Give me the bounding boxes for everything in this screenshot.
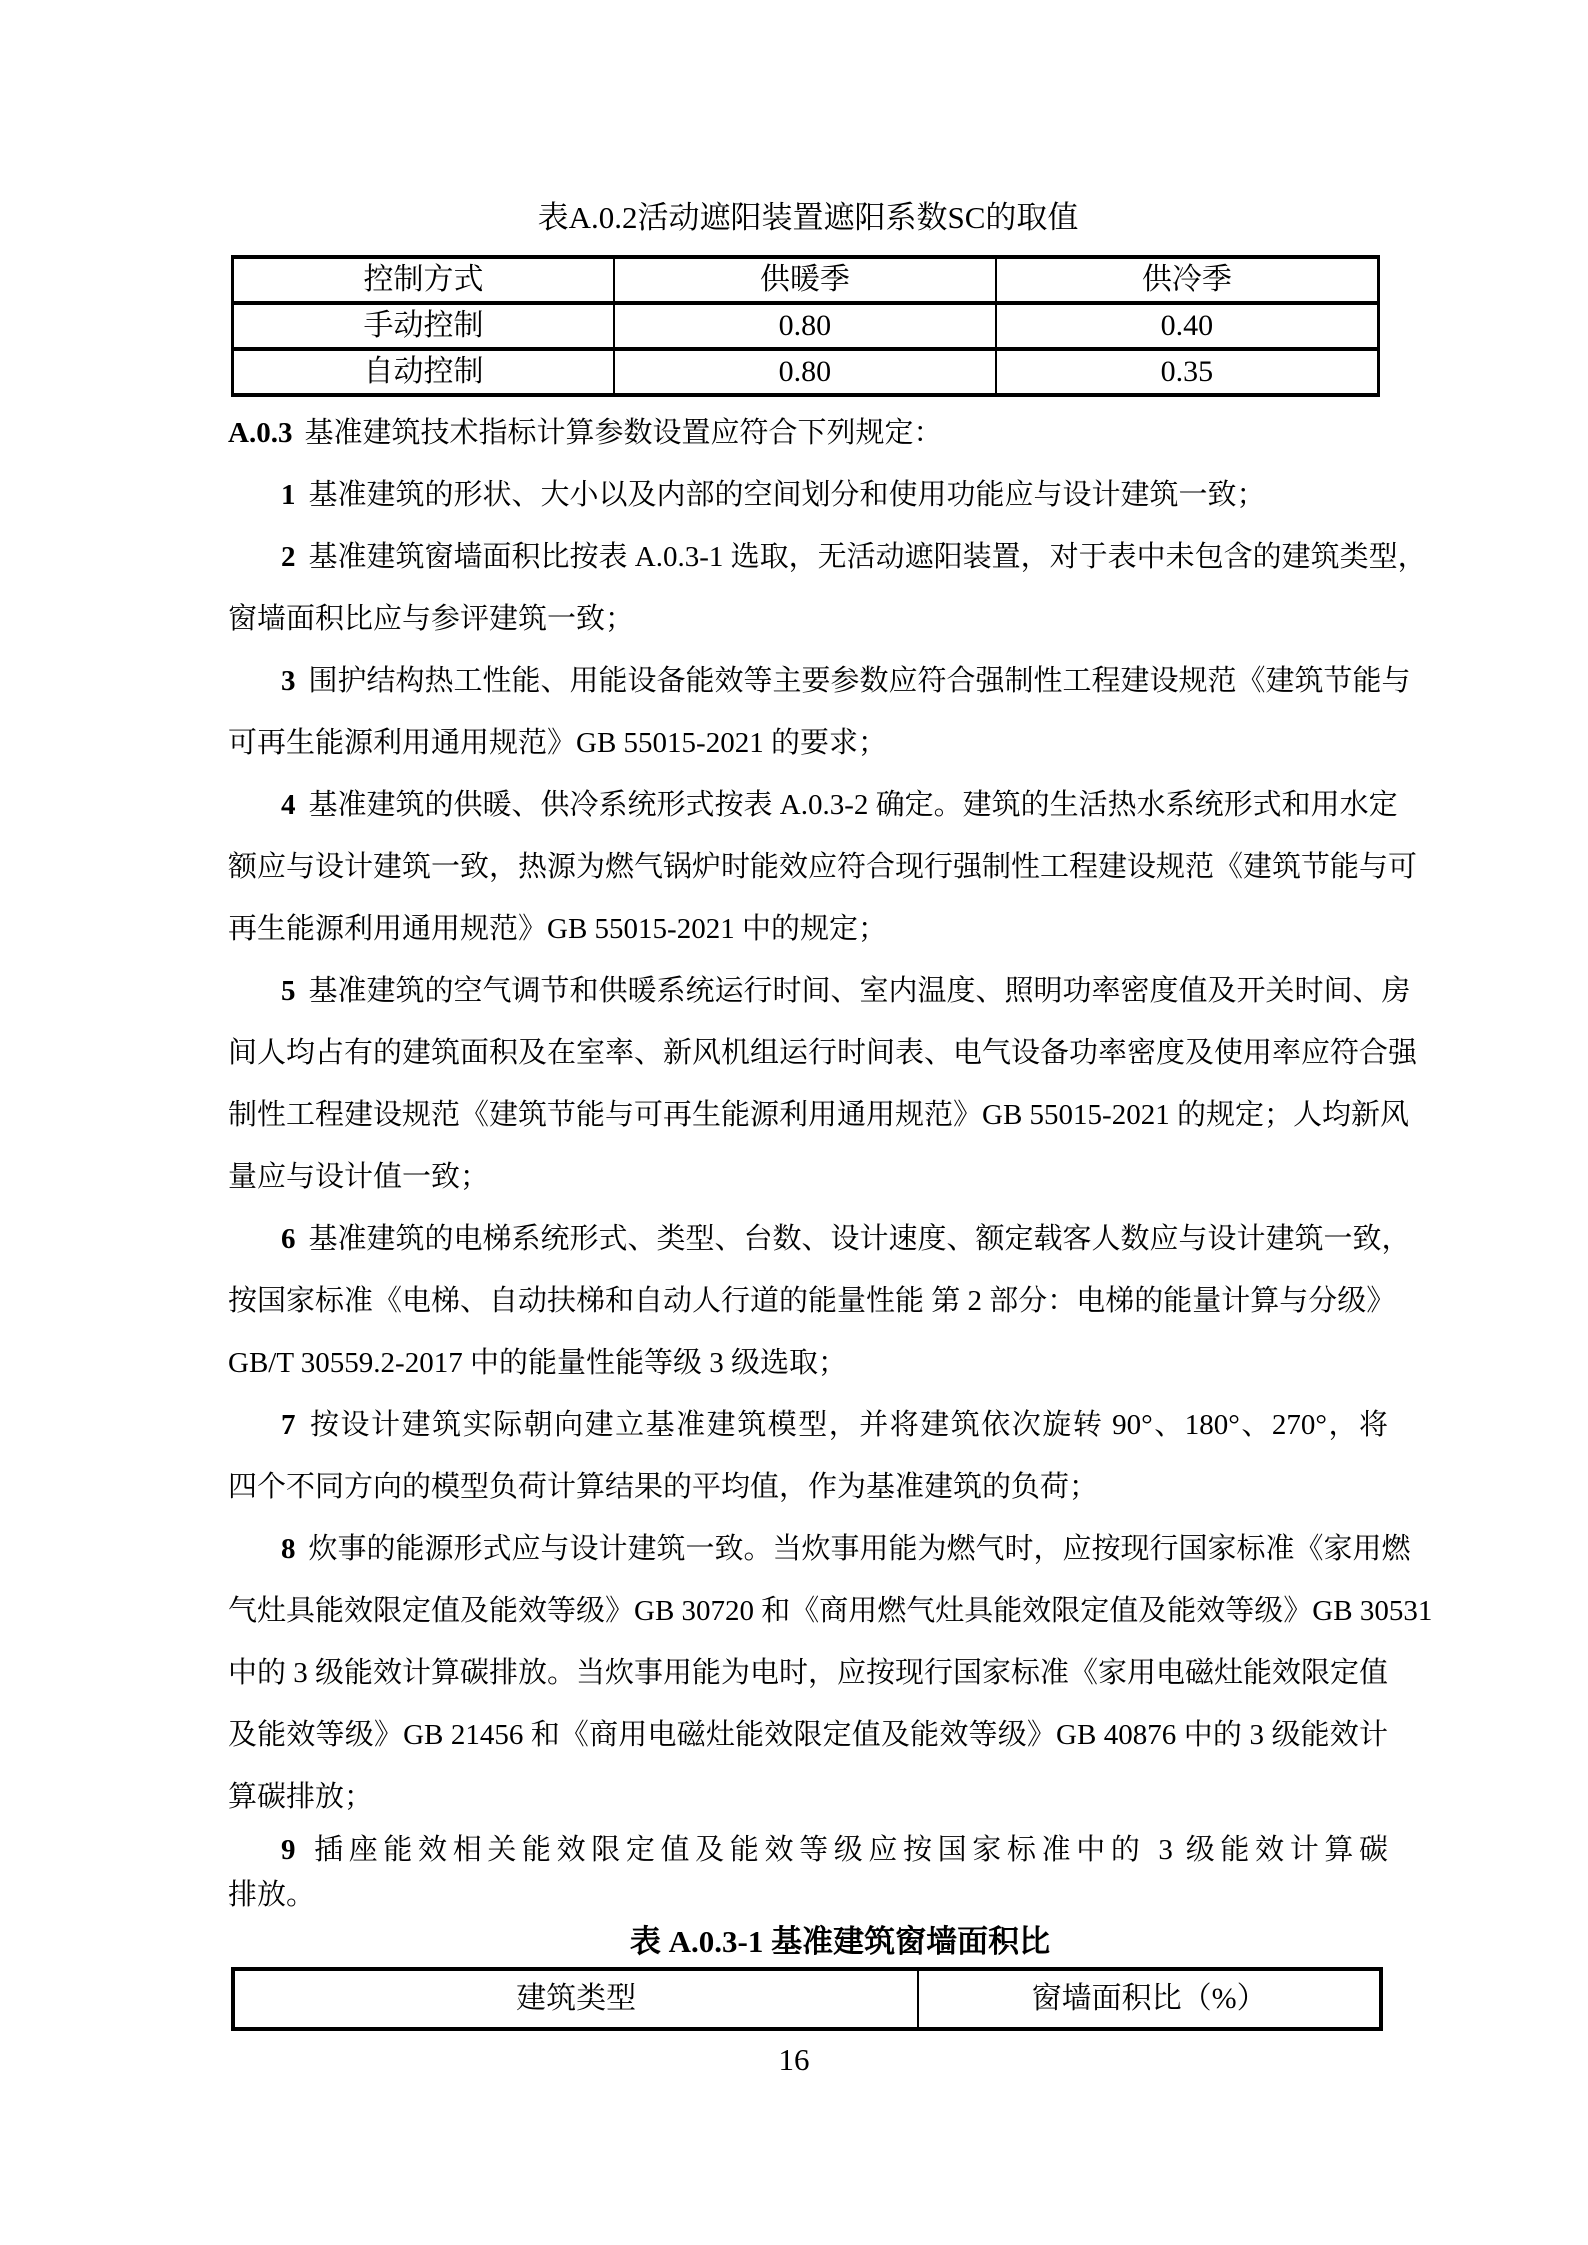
clause-item-line [228,1022,1418,1084]
item-line-text: 基准建筑的形状、大小以及内部的空间划分和使用功能应与设计建筑一致； [308,479,1266,511]
clause-a03-body [228,402,1433,1918]
clause-item-line [228,1873,1388,1918]
clause-item [228,526,1427,588]
clause-item-9 [228,1828,1388,1918]
clause-item-line [228,712,1388,774]
item-line-text: 按设计建筑实际朝向建立基准建筑模型，并将建筑依次旋转 90°、180°、270°，将 [308,1409,1388,1441]
clause-id: A.0.3 [228,417,293,449]
item-line-text: 额应与设计建筑一致，热源为燃气锅炉时能效应符合现行强制性工程建设规范《建筑节能与可 [228,851,1418,883]
clause-item-line [228,1084,1409,1146]
table-row [233,349,1379,395]
item-line-text: 制性工程建设规范《建筑节能与可再生能源利用通用规范》GB 55015-2021 的规定；人均新风 [228,1099,1409,1131]
item-line-text: 间人均占有的建筑面积及在室率、新风机组运行时间表、电气设备功率密度及使用率应符合强 [228,1037,1418,1069]
item-number: 5 [281,975,296,1007]
clause-item [228,464,1388,526]
item-line-text: 基准建筑窗墙面积比按表 A.0.3-1 选取，无活动遮阳装置，对于表中未包含的建筑类型， [308,541,1427,573]
item-number: 8 [281,1533,296,1565]
clause-item [228,650,1411,712]
shading-coefficient-table [231,255,1380,397]
item-line-text: 气灶具能效限定值及能效等级》GB 30720 和《商用燃气灶具能效限定值及能效等级》GB 30531 [228,1595,1433,1627]
clause-heading [228,402,1388,464]
table-header-cell: 窗墙面积比（%） [918,1969,1381,2029]
item-line-text: 算碳排放； [228,1781,374,1813]
table-cell: 0.80 [614,303,996,349]
clause-item [228,1208,1411,1270]
clause-item [228,1394,1388,1456]
clause-item [228,1518,1411,1580]
item-number: 3 [281,665,296,697]
item-line-text: 再生能源利用通用规范》GB 55015-2021 中的规定； [228,913,887,945]
item-number: 6 [281,1223,296,1255]
clause-item-line [228,588,1388,650]
clause-item [228,774,1398,836]
clause-item-line [228,898,1388,960]
item-line-text: 量应与设计值一致； [228,1161,490,1193]
item-number: 4 [281,789,296,821]
item-line-text: 中的 3 级能效计算碳排放。当炊事用能为电时，应按现行国家标准《家用电磁灶能效限定值 [228,1657,1389,1689]
table-cell: 0.80 [614,349,996,395]
page-number: 16 [778,2042,810,2077]
clause-item-line [228,1766,1388,1828]
clause-item-line [228,1270,1396,1332]
item-line-text: 插座能效相关能效限定值及能效等级应按国家标准中的 3 级能效计算碳 [308,1834,1388,1866]
item-number: 7 [281,1409,296,1441]
table-header-row [233,257,1379,303]
item-line-text: 可再生能源利用通用规范》GB 55015-2021 的要求； [228,727,887,759]
table-a031-title: 表 A.0.3-1 基准建筑窗墙面积比 [629,1924,1051,1959]
item-line-text: 窗墙面积比应与参评建筑一致； [228,603,635,635]
item-line-text: 围护结构热工性能、用能设备能效等主要参数应符合强制性工程建设规范《建筑节能与 [308,665,1411,697]
clause-item-line [228,1146,1388,1208]
window-wall-ratio-table [231,1967,1383,2031]
item-line-text: 基准建筑的电梯系统形式、类型、台数、设计速度、额定载客人数应与设计建筑一致， [308,1223,1411,1255]
item-number: 1 [281,479,296,511]
clause-item [228,960,1411,1022]
clause-item-line [228,1704,1388,1766]
item-line-text: 及能效等级》GB 21456 和《商用电磁灶能效限定值及能效等级》GB 40876 中的 3 级能效计 [228,1719,1388,1751]
table-header-row [233,1969,1381,2029]
table-cell: 手动控制 [233,303,615,349]
clause-item-line [228,1580,1433,1642]
table-header-cell: 供冷季 [996,257,1379,303]
item-line-text: 排放。 [228,1879,316,1911]
table-header-cell: 控制方式 [233,257,615,303]
item-line-text: 基准建筑的供暖、供冷系统形式按表 A.0.3-2 确定。建筑的生活热水系统形式和用水定 [308,789,1398,821]
clause-item-line [228,1332,1388,1394]
table-header-cell: 建筑类型 [233,1969,918,2029]
clause-intro: 基准建筑技术指标计算参数设置应符合下列规定： [304,417,943,449]
clause-item [228,1828,1388,1873]
clause-item-line [228,836,1418,898]
clause-item-line [228,1456,1388,1518]
clause-item-line [228,1642,1388,1704]
item-line-text: 按国家标准《电梯、自动扶梯和自动人行道的能量性能 第 2 部分：电梯的能量计算与分级》 [228,1285,1396,1317]
item-number: 9 [281,1834,296,1866]
item-line-text: 基准建筑的空气调节和供暖系统运行时间、室内温度、照明功率密度值及开关时间、房 [308,975,1411,1007]
table-cell: 自动控制 [233,349,615,395]
item-number: 2 [281,541,296,573]
table-header-cell: 供暖季 [614,257,996,303]
table-row [233,303,1379,349]
table-cell: 0.40 [996,303,1379,349]
item-line-text: GB/T 30559.2-2017 中的能量性能等级 3 级选取； [228,1347,847,1379]
item-line-text: 炊事的能源形式应与设计建筑一致。当炊事用能为燃气时，应按现行国家标准《家用燃 [308,1533,1411,1565]
item-line-text: 四个不同方向的模型负荷计算结果的平均值，作为基准建筑的负荷； [228,1471,1099,1503]
table-a02-title: 表A.0.2活动遮阳装置遮阳系数SC的取值 [537,200,1079,235]
table-cell: 0.35 [996,349,1379,395]
